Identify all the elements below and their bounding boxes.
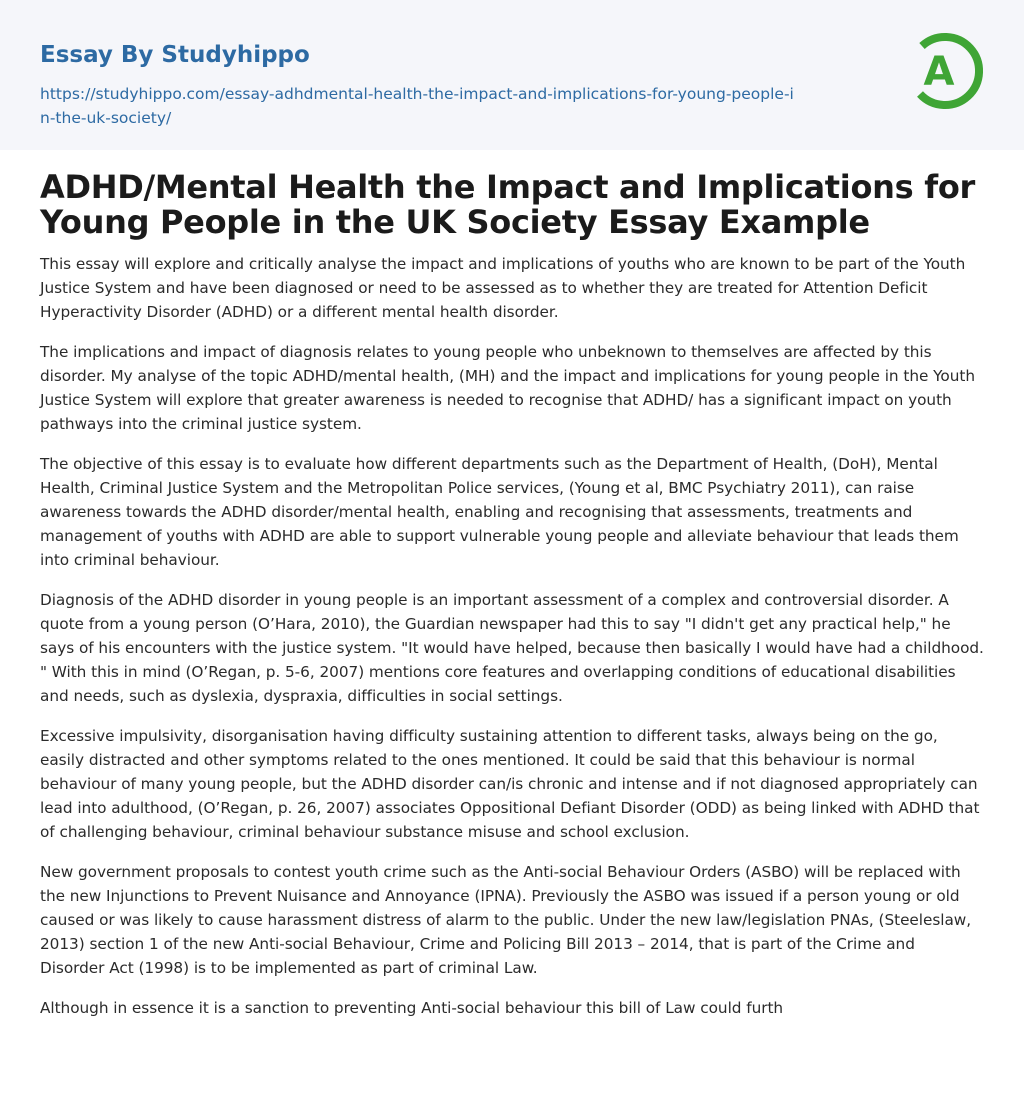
brand-name[interactable]: Essay By Studyhippo [40,42,310,68]
essay-paragraph-4: Diagnosis of the ADHD disorder in young people is an important assessment of a complex and controversial disorder. A quote from a young person (O’Hara, 2010), the Guardian newspaper had this to say "I didn't get any practical help," he says of his encounters with the justice system. "It would have helped, because then basically I would have had a childhood. " With this in mind (O’Regan, p. 5-6, 2007) mentions core features and overlapping conditions of educational disabilities and needs, such as dyslexia, dyspraxia, difficulties in social settings. [40,591,984,705]
essay-paragraph-2: The implications and impact of diagnosis relates to young people who unbeknown to themselves are affected by this disorder. My analyse of the topic ADHD/mental health, (MH) and the impact and implications for young people in the Youth Justice System will explore that greater awareness is needed to recognise that ADHD/ has a significant impact on youth pathways into the criminal justice system. [40,343,975,433]
source-url-link[interactable]: https://studyhippo.com/essay-adhdmental-health-the-impact-and-implications-for-young-people-in-the-uk-society/ [40,85,794,127]
essay-paragraph-1: This essay will explore and critically analyse the impact and implications of youths who are known to be part of the Youth Justice System and have been diagnosed or need to be assessed as to whether they are treated for Attention Deficit Hyperactivity Disorder (ADHD) or a different mental health disorder. [40,255,966,321]
essay-paragraph-6: New government proposals to contest youth crime such as the Anti-social Behaviour Orders (ASBO) will be replaced with the new Injunctions to Prevent Nuisance and Annoyance (IPNA). Previously the ASBO was issued if a person young or old caused or was likely to cause harassment distress of alarm to the public. Under the new law/legislation PNAs, (Steeleslaw, 2013) section 1 of the new Anti-social Behaviour, Crime and Policing Bill 2013 – 2014, that is part of the Crime and Disorder Act (1998) is to be implemented as part of criminal Law. [40,863,972,977]
logo-letter: A [923,49,955,95]
studyhippo-logo-icon[interactable] [912,28,986,114]
essay-paragraph-3: The objective of this essay is to evaluate how different departments such as the Department of Health, (DoH), Mental Health, Criminal Justice System and the Metropolitan Police services, (Young et al, BMC Psychiatry 2011), can raise awareness towards the ADHD disorder/mental health, enabling and recognising that assessments, treatments and management of youths with ADHD are able to support vulnerable young people and alleviate behaviour that leads them into criminal behaviour. [40,455,959,569]
essay-title: ADHD/Mental Health the Impact and Implications for Young People in the UK Society Essay Example [40,168,976,241]
site-header [0,0,1024,150]
essay-content [0,150,1024,1020]
essay-paragraph-7: Although in essence it is a sanction to preventing Anti-social behaviour this bill of Law could furth [40,999,784,1017]
essay-paragraph-5: Excessive impulsivity, disorganisation having difficulty sustaining attention to different tasks, always being on the go, easily distracted and other symptoms related to the ones mentioned. It could be said that this behaviour is normal behaviour of many young people, but the ADHD disorder can/is chronic and intense and if not diagnosed appropriately can lead into adulthood, (O’Regan, p. 26, 2007) associates Oppositional Defiant Disorder (ODD) as being linked with ADHD that of challenging behaviour, criminal behaviour substance misuse and school exclusion. [40,727,980,841]
